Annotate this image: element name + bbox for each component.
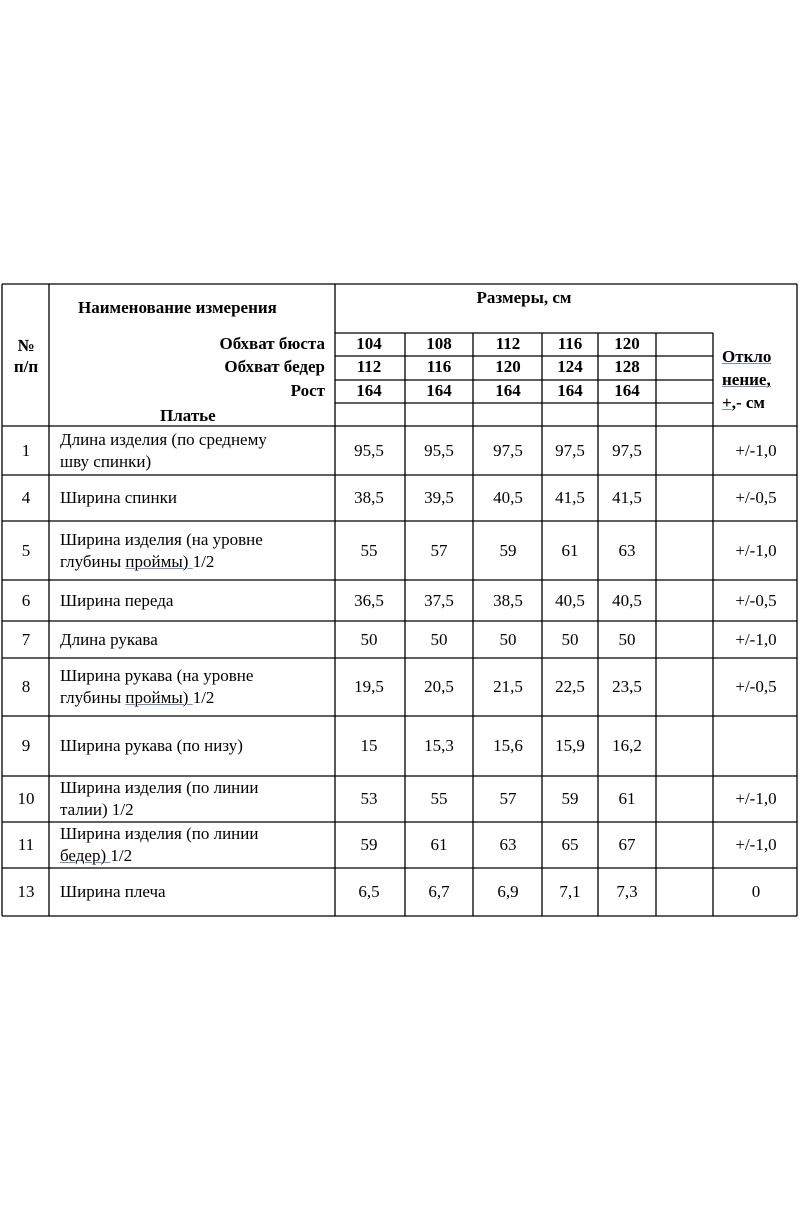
size-cell-value: 16,2 bbox=[612, 736, 642, 755]
size-row-label: Обхват бедер bbox=[224, 357, 325, 376]
deviation-value: +/-1,0 bbox=[735, 540, 777, 560]
measurement-name: Ширина изделия (по линии bbox=[60, 824, 259, 843]
size-cell-value: 95,5 bbox=[354, 440, 384, 460]
size-cell-value: 50 bbox=[430, 629, 448, 649]
size-cell-value: 22,5 bbox=[555, 677, 585, 696]
measurement-name: Ширина рукава (по низу) bbox=[60, 736, 243, 755]
row-number: 8 bbox=[21, 677, 31, 696]
size-cell-value: 53 bbox=[360, 789, 378, 808]
size-cell-value: 59 bbox=[561, 789, 579, 808]
product-label: Платье bbox=[160, 406, 216, 425]
size-value: 120 bbox=[614, 334, 640, 353]
deviation-header-1: Откло bbox=[722, 347, 772, 366]
deviation-value: +/-1,0 bbox=[735, 629, 777, 649]
measurement-name-line2: талии) 1/2 bbox=[60, 800, 134, 819]
size-cell-value: 15 bbox=[360, 736, 378, 755]
size-cell-value: 50 bbox=[618, 629, 636, 649]
size-cell-value: 55 bbox=[430, 789, 448, 808]
size-value: 164 bbox=[356, 381, 382, 400]
size-value: 164 bbox=[426, 381, 452, 400]
size-cell-value: 67 bbox=[618, 835, 636, 854]
measurement-name: Ширина переда bbox=[60, 590, 174, 610]
size-cell-value: 50 bbox=[561, 629, 579, 649]
deviation-header-3-rest: ,- см bbox=[731, 393, 765, 412]
size-value: 108 bbox=[426, 334, 452, 353]
size-cell-value: 19,5 bbox=[354, 677, 384, 696]
size-cell-value: 20,5 bbox=[424, 677, 454, 696]
row-number: 7 bbox=[21, 629, 31, 649]
measurement-name: Длина рукава bbox=[60, 629, 158, 649]
row-number: 13 bbox=[17, 882, 35, 901]
size-value: 128 bbox=[614, 357, 640, 376]
deviation-value: +/-1,0 bbox=[735, 835, 777, 854]
size-cell-value: 7,1 bbox=[559, 882, 581, 901]
size-cell-value: 97,5 bbox=[493, 440, 523, 460]
measurement-name-line2: глубины проймы) 1/2 bbox=[60, 688, 215, 707]
size-cell-value: 59 bbox=[360, 835, 378, 854]
deviation-value: +/-1,0 bbox=[735, 789, 777, 808]
size-value: 116 bbox=[426, 357, 452, 376]
size-cell-value: 40,5 bbox=[493, 488, 523, 507]
measurement-name: Ширина изделия (на уровне bbox=[60, 529, 263, 549]
sizes-header: Размеры, см bbox=[476, 288, 572, 307]
size-value: 164 bbox=[557, 381, 583, 400]
size-cell-value: 40,5 bbox=[555, 590, 585, 610]
deviation-value: +/-0,5 bbox=[735, 590, 777, 610]
size-value: 164 bbox=[614, 381, 640, 400]
size-cell-value: 57 bbox=[430, 540, 448, 560]
size-cell-value: 38,5 bbox=[493, 590, 523, 610]
size-cell-value: 61 bbox=[430, 835, 448, 854]
no-header-sub: п/п bbox=[13, 357, 39, 376]
size-cell-value: 97,5 bbox=[612, 440, 642, 460]
deviation-value: +/-1,0 bbox=[735, 440, 777, 460]
size-cell-value: 21,5 bbox=[493, 677, 523, 696]
no-header: № bbox=[17, 336, 35, 355]
size-cell-value: 57 bbox=[499, 789, 517, 808]
size-cell-value: 15,6 bbox=[493, 736, 523, 755]
size-cell-value: 50 bbox=[360, 629, 378, 649]
size-value: 120 bbox=[495, 357, 521, 376]
size-cell-value: 61 bbox=[561, 540, 579, 560]
size-cell-value: 55 bbox=[360, 540, 378, 560]
measurement-name: Ширина спинки bbox=[60, 488, 177, 507]
measurement-name-line2: бедер) 1/2 bbox=[60, 846, 133, 865]
size-cell-value: 36,5 bbox=[354, 590, 384, 610]
row-number: 9 bbox=[21, 736, 31, 755]
measurement-name: Длина изделия (по среднему bbox=[60, 429, 267, 449]
row-number: 6 bbox=[21, 590, 31, 610]
size-cell-value: 6,7 bbox=[428, 882, 450, 901]
name-header: Наименование измерения bbox=[78, 298, 277, 317]
deviation-value: +/-0,5 bbox=[735, 488, 777, 507]
size-cell-value: 37,5 bbox=[424, 590, 454, 610]
measurement-name: Ширина рукава (на уровне bbox=[60, 666, 254, 685]
size-cell-value: 95,5 bbox=[424, 440, 454, 460]
deviation-value: +/-0,5 bbox=[735, 677, 777, 696]
size-cell-value: 97,5 bbox=[555, 440, 585, 460]
size-cell-value: 6,9 bbox=[497, 882, 519, 901]
size-cell-value: 61 bbox=[618, 789, 636, 808]
size-cell-value: 63 bbox=[499, 835, 517, 854]
size-cell-value: 59 bbox=[499, 540, 517, 560]
measurement-name: Ширина плеча bbox=[60, 882, 166, 901]
size-value: 164 bbox=[495, 381, 521, 400]
size-cell-value: 40,5 bbox=[612, 590, 642, 610]
deviation-header-2: нение, bbox=[722, 370, 771, 389]
size-cell-value: 7,3 bbox=[616, 882, 638, 901]
size-cell-value: 15,3 bbox=[424, 736, 454, 755]
size-cell-value: 15,9 bbox=[555, 736, 585, 755]
row-number: 10 bbox=[17, 789, 35, 808]
size-value: 124 bbox=[557, 357, 583, 376]
size-value: 116 bbox=[557, 334, 583, 353]
size-row-label: Обхват бюста bbox=[219, 334, 325, 353]
size-cell-value: 50 bbox=[499, 629, 517, 649]
size-cell-value: 65 bbox=[561, 835, 579, 854]
deviation-header-3: +,- см bbox=[722, 393, 765, 412]
measurement-name: Ширина изделия (по линии bbox=[60, 778, 259, 797]
size-value: 112 bbox=[495, 334, 521, 353]
size-row-label: Рост bbox=[290, 381, 325, 400]
row-number: 1 bbox=[21, 440, 31, 460]
row-number: 4 bbox=[21, 488, 31, 507]
deviation-value: 0 bbox=[751, 882, 761, 901]
size-cell-value: 38,5 bbox=[354, 488, 384, 507]
row-number: 5 bbox=[21, 540, 31, 560]
size-cell-value: 39,5 bbox=[424, 488, 454, 507]
measurement-name-line2: шву спинки) bbox=[60, 451, 152, 471]
row-number: 11 bbox=[17, 835, 35, 854]
size-cell-value: 23,5 bbox=[612, 677, 642, 696]
size-cell-value: 41,5 bbox=[555, 488, 585, 507]
size-cell-value: 41,5 bbox=[612, 488, 642, 507]
size-value: 104 bbox=[356, 334, 382, 353]
size-value: 112 bbox=[356, 357, 382, 376]
size-cell-value: 6,5 bbox=[358, 882, 380, 901]
measurement-name-line2: глубины проймы) 1/2 bbox=[60, 551, 215, 571]
size-cell-value: 63 bbox=[618, 540, 636, 560]
